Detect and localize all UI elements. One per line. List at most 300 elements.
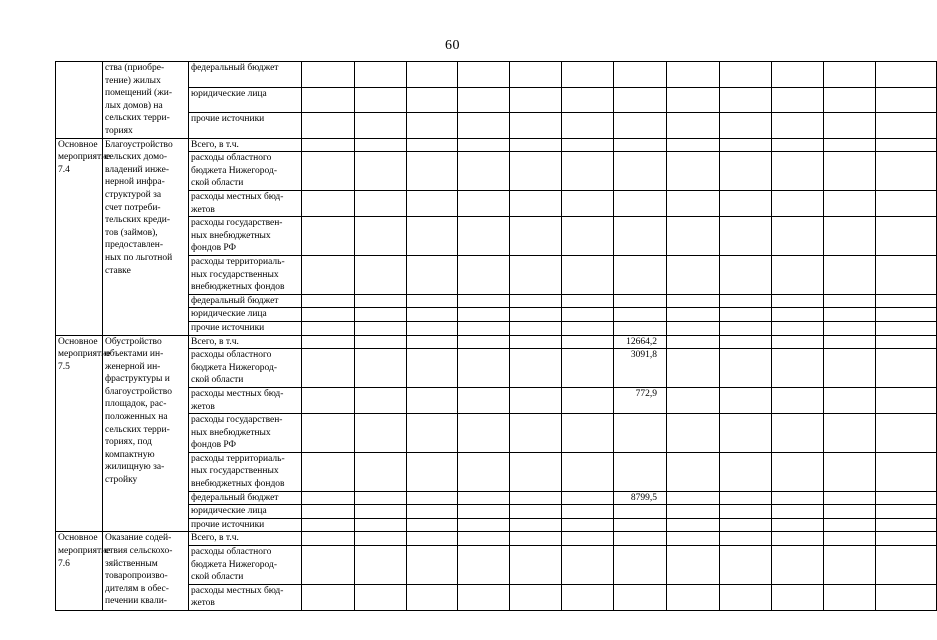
- amount-cell-empty: [510, 308, 562, 322]
- amount-cell-empty: [720, 349, 772, 388]
- text-line: федеральный бюджет: [191, 492, 279, 503]
- text-line: зяйственным: [105, 558, 158, 569]
- amount-cell-empty: [302, 452, 355, 491]
- amount-cell-empty: [510, 518, 562, 532]
- amount-cell-empty: [824, 294, 876, 308]
- text-line: фраструктуры и: [105, 374, 170, 385]
- amount-cell-empty: [302, 349, 355, 388]
- text-line: жилищную за-: [105, 462, 165, 473]
- text-line: женерной ин-: [105, 361, 161, 372]
- amount-cell-empty: [562, 349, 614, 388]
- amount-cell-empty: [562, 532, 614, 546]
- table-row: [56, 113, 937, 139]
- amount-cell-empty: [562, 190, 614, 216]
- amount-cell-empty: [355, 294, 407, 308]
- amount-cell: [614, 217, 667, 256]
- amount-cell-empty: [876, 138, 937, 152]
- amount-cell-empty: [772, 491, 824, 505]
- funding-source-cell: [189, 294, 302, 308]
- table-row: [56, 294, 937, 308]
- measure-cell: Основное мероприятие 7.5: [56, 335, 103, 532]
- amount-cell-empty: [355, 387, 407, 413]
- amount-cell-empty: [876, 308, 937, 322]
- amount-cell-empty: [824, 452, 876, 491]
- text-line: Всего, в т.ч.: [191, 533, 239, 544]
- amount-cell-empty: [720, 505, 772, 519]
- amount-cell-empty: [824, 308, 876, 322]
- text-line: печении квали-: [105, 596, 167, 607]
- amount-cell-empty: [876, 584, 937, 610]
- amount-cell: [614, 546, 667, 585]
- amount-cell-empty: [824, 190, 876, 216]
- amount-cell: [614, 152, 667, 191]
- text-line: положенных на: [105, 412, 168, 423]
- amount-cell-empty: [667, 308, 720, 322]
- amount-cell: [614, 452, 667, 491]
- amount-cell-empty: [720, 308, 772, 322]
- text-line: жетов: [191, 401, 215, 412]
- amount-cell-empty: [876, 532, 937, 546]
- funding-source-cell: [189, 546, 302, 585]
- amount-cell-empty: [562, 62, 614, 88]
- amount-cell: [614, 113, 667, 139]
- amount-cell-empty: [824, 491, 876, 505]
- amount-cell-empty: [824, 532, 876, 546]
- amount-cell-empty: [355, 321, 407, 335]
- amount-cell-empty: [510, 113, 562, 139]
- amount-cell-empty: [667, 255, 720, 294]
- amount-cell-empty: [667, 190, 720, 216]
- amount-cell-empty: [302, 335, 355, 349]
- amount-cell-empty: [458, 87, 510, 113]
- amount-cell-empty: [876, 62, 937, 88]
- funding-source-cell: [189, 152, 302, 191]
- table-row: [56, 217, 937, 256]
- amount-cell-empty: [458, 491, 510, 505]
- text-line: жетов: [191, 204, 215, 215]
- amount-cell: [614, 62, 667, 88]
- amount-cell-empty: [407, 62, 458, 88]
- amount-cell-empty: [824, 414, 876, 453]
- event-description-cell: [103, 62, 189, 139]
- amount-cell-empty: [876, 414, 937, 453]
- amount-cell-empty: [458, 138, 510, 152]
- table-row: [56, 152, 937, 191]
- amount-cell-empty: [407, 255, 458, 294]
- amount-cell-empty: [302, 321, 355, 335]
- amount-cell-empty: [302, 532, 355, 546]
- amount-cell-empty: [355, 505, 407, 519]
- amount-cell-empty: [510, 190, 562, 216]
- text-line: товаропроизво-: [105, 571, 168, 582]
- amount-cell-empty: [720, 294, 772, 308]
- text-line: юридические лица: [191, 506, 267, 517]
- amount-cell-empty: [302, 138, 355, 152]
- amount-cell-empty: [824, 584, 876, 610]
- text-line: федеральный бюджет: [191, 295, 279, 306]
- amount-cell-empty: [510, 349, 562, 388]
- amount-cell-empty: [720, 335, 772, 349]
- text-line: нерной инфра-: [105, 177, 165, 188]
- amount-cell-empty: [824, 138, 876, 152]
- table-row: [56, 321, 937, 335]
- text-line: расходы территориаль-: [191, 453, 285, 464]
- amount-cell-empty: [667, 335, 720, 349]
- amount-cell-empty: [562, 113, 614, 139]
- amount-cell-empty: [720, 518, 772, 532]
- amount-cell-empty: [772, 255, 824, 294]
- amount-cell-empty: [876, 518, 937, 532]
- amount-cell-empty: [824, 335, 876, 349]
- amount-cell-empty: [510, 387, 562, 413]
- amount-cell-empty: [720, 414, 772, 453]
- amount-cell-empty: [355, 414, 407, 453]
- text-line: расходы местных бюд-: [191, 388, 284, 399]
- text-line: предоставлен-: [105, 240, 164, 251]
- amount-cell-empty: [720, 491, 772, 505]
- amount-cell-empty: [667, 546, 720, 585]
- amount-cell: 12664,2: [614, 335, 667, 349]
- amount-cell-empty: [720, 217, 772, 256]
- amount-cell-empty: [824, 87, 876, 113]
- text-line: ных государственных: [191, 466, 279, 477]
- amount-cell-empty: [772, 387, 824, 413]
- amount-cell-empty: [355, 62, 407, 88]
- event-description-cell: [103, 532, 189, 611]
- amount-cell-empty: [407, 138, 458, 152]
- text-line: Обустройство: [105, 336, 162, 347]
- funding-source-cell: [189, 349, 302, 388]
- funding-source-cell: [189, 532, 302, 546]
- text-line: расходы областного: [191, 350, 272, 361]
- text-line: ской области: [191, 178, 244, 189]
- text-line: внебюджетных фондов: [191, 479, 285, 490]
- amount-cell-empty: [824, 546, 876, 585]
- amount-cell-empty: [667, 138, 720, 152]
- amount-cell-empty: [562, 452, 614, 491]
- text-line: лых домов) на: [105, 100, 163, 111]
- text-line: благоустройство: [105, 386, 172, 397]
- measure-cell: Основное мероприятие 7.6: [56, 532, 103, 611]
- amount-cell-empty: [772, 217, 824, 256]
- amount-cell: 8799,5: [614, 491, 667, 505]
- text-line: тов (займов),: [105, 227, 158, 238]
- amount-cell-empty: [510, 546, 562, 585]
- amount-cell-empty: [510, 255, 562, 294]
- text-line: бюджета Нижегород-: [191, 165, 278, 176]
- amount-cell-empty: [302, 87, 355, 113]
- text-line: ской области: [191, 572, 244, 583]
- amount-cell-empty: [720, 62, 772, 88]
- funding-source-cell: [189, 505, 302, 519]
- amount-cell-empty: [772, 505, 824, 519]
- amount-cell-empty: [355, 349, 407, 388]
- amount-cell-empty: [407, 387, 458, 413]
- amount-cell: [614, 518, 667, 532]
- amount-cell-empty: [302, 113, 355, 139]
- event-description-cell: [103, 138, 189, 335]
- text-line: владений инже-: [105, 164, 169, 175]
- amount-cell-empty: [562, 308, 614, 322]
- amount-cell-empty: [458, 452, 510, 491]
- amount-cell-empty: [510, 294, 562, 308]
- amount-cell-empty: [562, 584, 614, 610]
- amount-cell-empty: [876, 349, 937, 388]
- amount-cell: [614, 414, 667, 453]
- amount-cell-empty: [510, 532, 562, 546]
- amount-cell-empty: [824, 505, 876, 519]
- amount-cell-empty: [876, 335, 937, 349]
- amount-cell-empty: [720, 321, 772, 335]
- funding-source-cell: [189, 584, 302, 610]
- amount-cell-empty: [302, 308, 355, 322]
- text-line: сельских терри-: [105, 424, 170, 435]
- amount-cell-empty: [562, 546, 614, 585]
- amount-cell-empty: [720, 113, 772, 139]
- amount-cell: [614, 532, 667, 546]
- amount-cell-empty: [302, 217, 355, 256]
- amount-cell-empty: [407, 87, 458, 113]
- amount-cell-empty: [510, 584, 562, 610]
- text-line: фондов РФ: [191, 440, 237, 451]
- funding-source-cell: [189, 62, 302, 88]
- amount-cell-empty: [562, 87, 614, 113]
- amount-cell-empty: [772, 532, 824, 546]
- amount-cell-empty: [824, 152, 876, 191]
- amount-cell-empty: [355, 532, 407, 546]
- table-row: [56, 491, 937, 505]
- amount-cell-empty: [302, 518, 355, 532]
- amount-cell-empty: [876, 387, 937, 413]
- amount-cell-empty: [562, 491, 614, 505]
- amount-cell: [614, 190, 667, 216]
- amount-cell-empty: [407, 584, 458, 610]
- funding-source-cell: [189, 491, 302, 505]
- amount-cell-empty: [458, 294, 510, 308]
- text-line: прочие источники: [191, 322, 265, 333]
- amount-cell-empty: [562, 414, 614, 453]
- text-line: ных внебюджетных: [191, 427, 271, 438]
- text-line: расходы территориаль-: [191, 256, 285, 267]
- amount-cell-empty: [824, 387, 876, 413]
- amount-cell-empty: [562, 518, 614, 532]
- amount-cell: [614, 255, 667, 294]
- amount-cell-empty: [510, 321, 562, 335]
- amount-cell-empty: [302, 414, 355, 453]
- amount-cell-empty: [720, 190, 772, 216]
- text-line: прочие источники: [191, 519, 265, 530]
- amount-cell-empty: [772, 190, 824, 216]
- amount-cell-empty: [562, 138, 614, 152]
- amount-cell-empty: [772, 113, 824, 139]
- amount-cell-empty: [824, 518, 876, 532]
- amount-cell-empty: [510, 62, 562, 88]
- funding-source-cell: [189, 113, 302, 139]
- funding-source-cell: [189, 387, 302, 413]
- amount-cell-empty: [407, 335, 458, 349]
- text-line: расходы местных бюд-: [191, 585, 284, 596]
- funding-source-cell: [189, 518, 302, 532]
- text-line: ных государственных: [191, 269, 279, 280]
- amount-cell-empty: [720, 87, 772, 113]
- amount-cell: [614, 584, 667, 610]
- amount-cell: [614, 308, 667, 322]
- text-line: ствия сельскохо-: [105, 546, 173, 557]
- funding-source-cell: [189, 452, 302, 491]
- amount-cell-empty: [667, 414, 720, 453]
- amount-cell-empty: [667, 387, 720, 413]
- amount-cell-empty: [667, 532, 720, 546]
- amount-cell-empty: [510, 138, 562, 152]
- amount-cell-empty: [302, 152, 355, 191]
- amount-cell-empty: [772, 335, 824, 349]
- amount-cell-empty: [667, 452, 720, 491]
- amount-cell-empty: [667, 113, 720, 139]
- amount-cell-empty: [510, 152, 562, 191]
- measure-cell: Основное мероприятие 7.4: [56, 138, 103, 335]
- amount-cell-empty: [510, 452, 562, 491]
- text-line: расходы областного: [191, 153, 272, 164]
- text-line: ториях, под: [105, 437, 152, 448]
- amount-cell-empty: [458, 190, 510, 216]
- amount-cell-empty: [876, 217, 937, 256]
- amount-cell-empty: [458, 414, 510, 453]
- amount-cell-empty: [458, 152, 510, 191]
- text-line: ставке: [105, 265, 131, 276]
- amount-cell-empty: [824, 349, 876, 388]
- amount-cell-empty: [407, 294, 458, 308]
- amount-cell-empty: [772, 138, 824, 152]
- amount-cell-empty: [458, 308, 510, 322]
- amount-cell-empty: [667, 87, 720, 113]
- amount-cell-empty: [824, 255, 876, 294]
- amount-cell-empty: [355, 546, 407, 585]
- amount-cell-empty: [876, 321, 937, 335]
- amount-cell-empty: [458, 518, 510, 532]
- page-number: 60: [445, 38, 460, 53]
- amount-cell-empty: [562, 387, 614, 413]
- amount-cell-empty: [667, 294, 720, 308]
- amount-cell-empty: [458, 546, 510, 585]
- amount-cell-empty: [510, 491, 562, 505]
- table-row: [56, 414, 937, 453]
- amount-cell-empty: [458, 584, 510, 610]
- amount-cell-empty: [562, 255, 614, 294]
- amount-cell-empty: [772, 349, 824, 388]
- text-line: тение) жилых: [105, 75, 161, 86]
- amount-cell-empty: [562, 505, 614, 519]
- amount-cell: [614, 321, 667, 335]
- table-row: [56, 387, 937, 413]
- text-line: расходы местных бюд-: [191, 191, 284, 202]
- amount-cell-empty: [407, 491, 458, 505]
- table-row: [56, 62, 937, 88]
- amount-cell-empty: [772, 87, 824, 113]
- amount-cell-empty: [667, 321, 720, 335]
- funding-source-cell: [189, 138, 302, 152]
- amount-cell-empty: [458, 321, 510, 335]
- amount-cell-empty: [667, 152, 720, 191]
- text-line: расходы государствен-: [191, 415, 283, 426]
- table-row: [56, 308, 937, 322]
- text-line: компактную: [105, 449, 155, 460]
- measure-cell: [56, 62, 103, 139]
- table-row: [56, 349, 937, 388]
- funding-source-cell: [189, 321, 302, 335]
- amount-cell-empty: [302, 387, 355, 413]
- amount-cell-empty: [355, 190, 407, 216]
- table-row: [56, 255, 937, 294]
- amount-cell-empty: [458, 62, 510, 88]
- text-line: федеральный бюджет: [191, 63, 279, 73]
- amount-cell-empty: [458, 532, 510, 546]
- amount-cell-empty: [667, 62, 720, 88]
- amount-cell-empty: [355, 255, 407, 294]
- text-line: ториях: [105, 125, 133, 136]
- text-line: Всего, в т.ч.: [191, 336, 239, 347]
- text-line: сельских домо-: [105, 152, 167, 163]
- amount-cell-empty: [355, 217, 407, 256]
- funding-source-cell: [189, 190, 302, 216]
- text-line: помещений (жи-: [105, 88, 173, 99]
- amount-cell-empty: [876, 505, 937, 519]
- text-line: Благоустройство: [105, 139, 173, 150]
- amount-cell-empty: [510, 505, 562, 519]
- budget-table: [55, 61, 937, 611]
- text-line: жетов: [191, 598, 215, 609]
- text-line: стройку: [105, 475, 138, 486]
- amount-cell-empty: [302, 491, 355, 505]
- text-line: структурой за: [105, 189, 162, 200]
- table-row: [56, 505, 937, 519]
- amount-cell: 3091,8: [614, 349, 667, 388]
- amount-cell-empty: [407, 113, 458, 139]
- text-line: дителям в обес-: [105, 583, 169, 594]
- amount-cell-empty: [876, 190, 937, 216]
- amount-cell-empty: [407, 546, 458, 585]
- amount-cell-empty: [720, 532, 772, 546]
- amount-cell-empty: [355, 113, 407, 139]
- amount-cell-empty: [824, 62, 876, 88]
- amount-cell-empty: [772, 452, 824, 491]
- amount-cell: [614, 505, 667, 519]
- amount-cell-empty: [772, 62, 824, 88]
- amount-cell-empty: [667, 584, 720, 610]
- amount-cell-empty: [302, 190, 355, 216]
- text-line: ской области: [191, 375, 244, 386]
- amount-cell-empty: [562, 335, 614, 349]
- text-line: фондов РФ: [191, 243, 237, 254]
- amount-cell-empty: [355, 138, 407, 152]
- amount-cell: 772,9: [614, 387, 667, 413]
- text-line: бюджета Нижегород-: [191, 362, 278, 373]
- amount-cell-empty: [667, 349, 720, 388]
- amount-cell-empty: [876, 255, 937, 294]
- amount-cell-empty: [407, 532, 458, 546]
- amount-cell-empty: [667, 217, 720, 256]
- amount-cell-empty: [355, 491, 407, 505]
- amount-cell-empty: [720, 138, 772, 152]
- amount-cell-empty: [876, 294, 937, 308]
- text-line: расходы областного: [191, 547, 272, 558]
- text-line: объектами ин-: [105, 349, 164, 360]
- amount-cell-empty: [302, 505, 355, 519]
- amount-cell-empty: [355, 452, 407, 491]
- table-row: [56, 532, 937, 546]
- amount-cell-empty: [407, 217, 458, 256]
- amount-cell-empty: [458, 255, 510, 294]
- amount-cell-empty: [407, 152, 458, 191]
